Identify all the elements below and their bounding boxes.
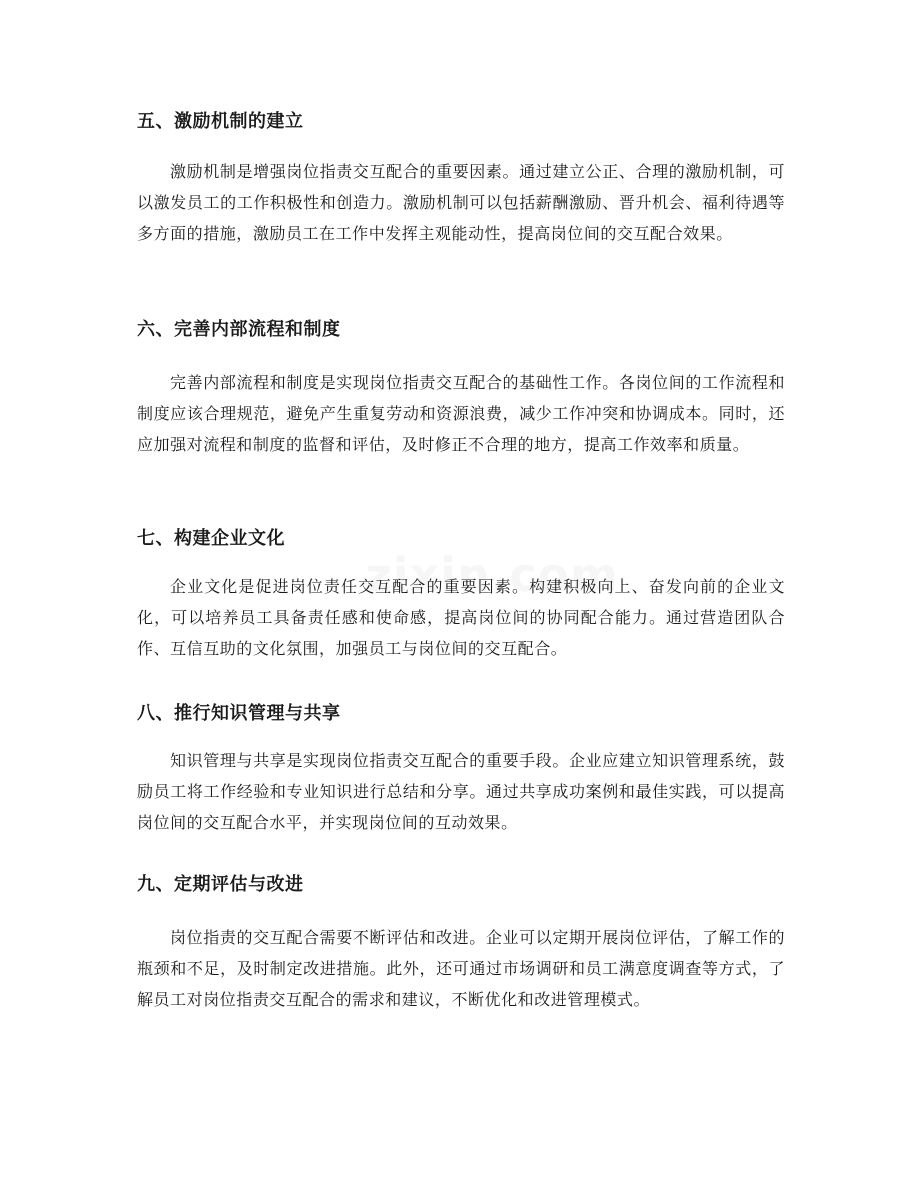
section-paragraph: 完善内部流程和制度是实现岗位指责交互配合的基础性工作。各岗位间的工作流程和制度应该合理规范，避免产生重复劳动和资源浪费，减少工作冲突和协调成本。同时，还应加强对流程和制度的监督和评估，及时修正不合理的地方，提高工作效率和质量。	[137, 373, 785, 454]
section-paragraph: 知识管理与共享是实现岗位指责交互配合的重要手段。企业应建立知识管理系统，鼓励员工将工作经验和专业知识进行总结和分享。通过共享成功案例和最佳实践，可以提高岗位间的交互配合水平，并实现岗位间的互动效果。	[137, 751, 785, 832]
section-heading: 六、完善内部流程和制度	[137, 319, 341, 340]
section-heading: 九、定期评估与改进	[137, 874, 304, 895]
section-paragraph: 岗位指责的交互配合需要不断评估和改进。企业可以定期开展岗位评估，了解工作的瓶颈和不足，及时制定改进措施。此外，还可通过市场调研和员工满意度调查等方式，了解员工对岗位指责交互配合的需求和建议，不断优化和改进管理模式。	[137, 928, 785, 1009]
section-heading: 八、推行知识管理与共享	[137, 703, 341, 724]
section-heading: 七、构建企业文化	[137, 528, 285, 549]
section-paragraph: 企业文化是促进岗位责任交互配合的重要因素。构建积极向上、奋发向前的企业文化，可以培养员工具备责任感和使命感，提高岗位间的协同配合能力。通过营造团队合作、互信互助的文化氛围，加强员工与岗位间的交互配合。	[137, 577, 785, 658]
section-paragraph: 激励机制是增强岗位指责交互配合的重要因素。通过建立公正、合理的激励机制，可以激发员工的工作积极性和创造力。激励机制可以包括薪酬激励、晋升机会、福利待遇等多方面的措施，激励员工在工作中发挥主观能动性，提高岗位间的交互配合效果。	[137, 162, 785, 243]
section-heading: 五、激励机制的建立	[137, 111, 304, 132]
